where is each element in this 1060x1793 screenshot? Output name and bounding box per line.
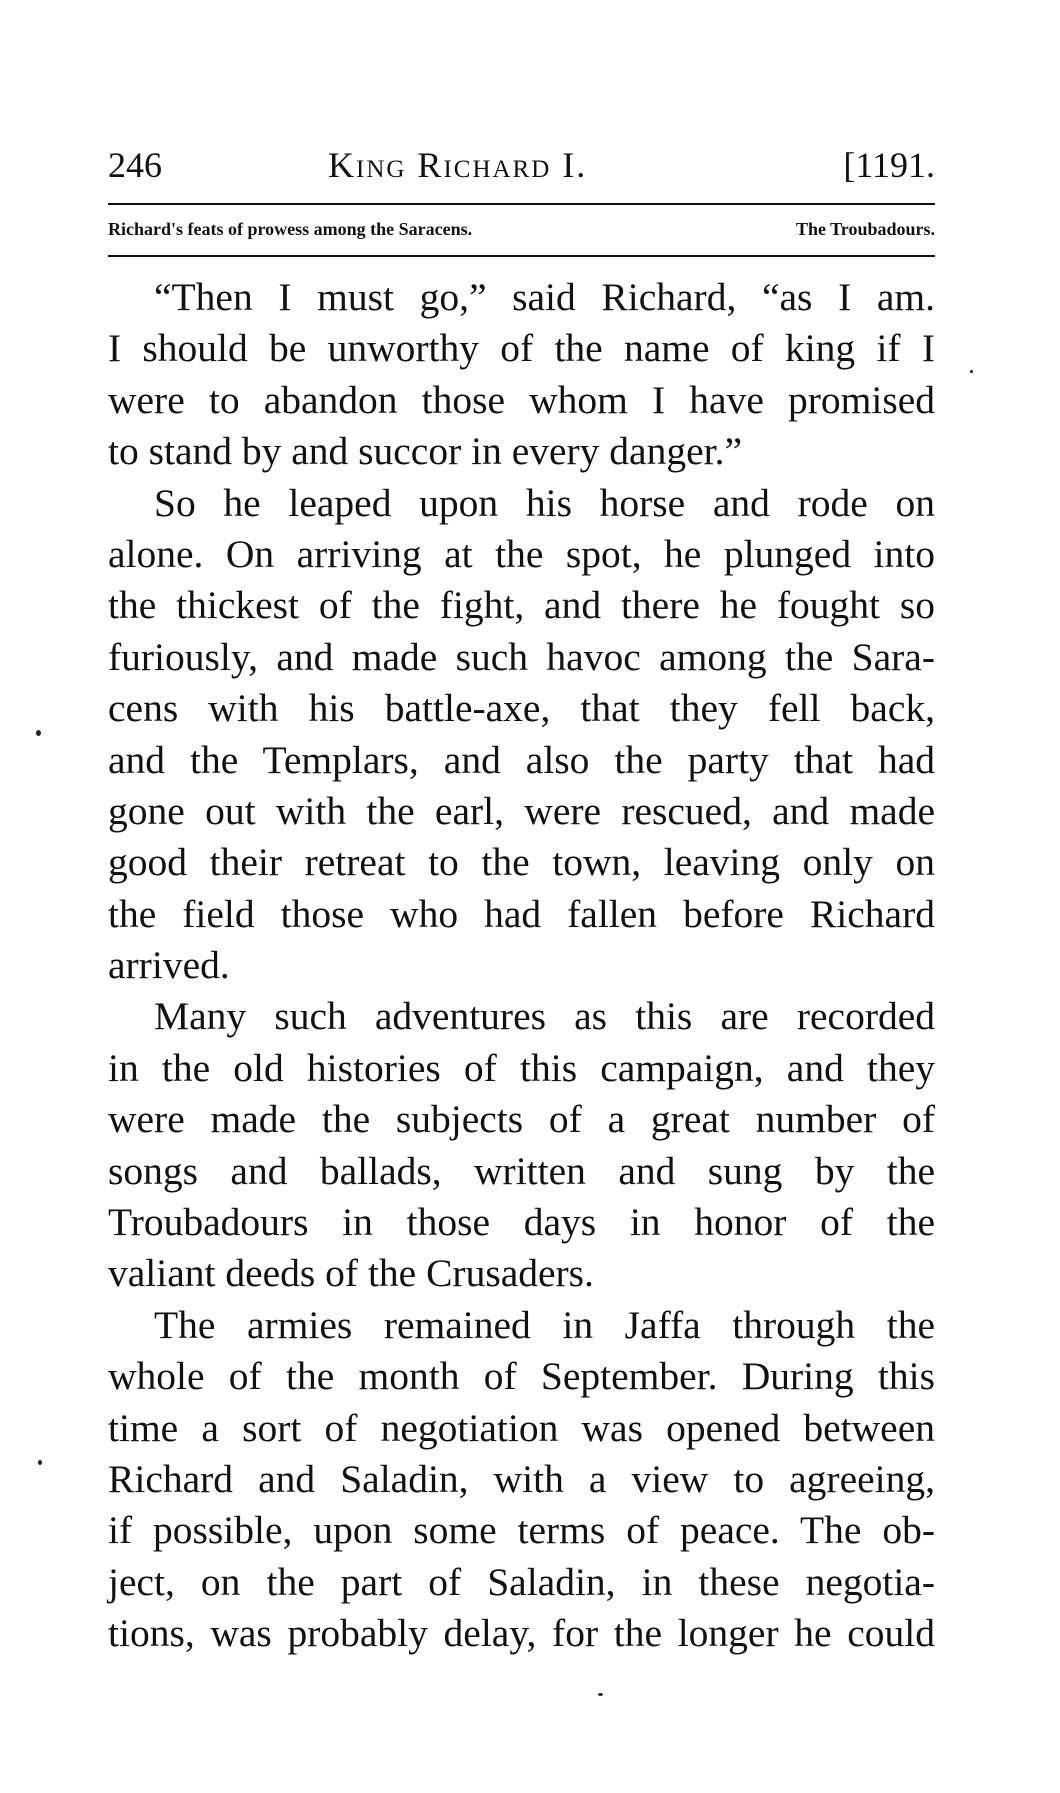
- text-line: to stand by and succor in every danger.”: [108, 429, 742, 474]
- subhead-left: Richard's feats of prowess among the Saracens.: [108, 219, 473, 239]
- text-line: tions, was probably delay, for the longer he could: [108, 1611, 935, 1656]
- text-line: good their retreat to the town, leaving only on: [108, 840, 935, 885]
- text-line: the thickest of the fight, and there he fought so: [108, 583, 935, 628]
- subheads: [108, 212, 935, 246]
- body-text: [108, 272, 935, 1660]
- text-line: and the Templars, and also the party that had: [108, 737, 935, 782]
- scan-speck: [38, 1460, 42, 1465]
- text-line: songs and ballads, written and sung by the: [108, 1148, 935, 1193]
- text-line: valiant deeds of the Crusaders.: [108, 1251, 594, 1296]
- text-line: Troubadours in those days in honor of the: [108, 1200, 935, 1245]
- scan-speck: [598, 1693, 603, 1696]
- text-line: were made the subjects of a great number of: [108, 1097, 935, 1142]
- header-rule-top: [108, 203, 935, 205]
- text-line: if possible, upon some terms of peace. The ob-: [108, 1508, 935, 1553]
- text-line: I should be unworthy of the name of king if I: [108, 326, 935, 371]
- text-line: cens with his battle-axe, that they fell back,: [108, 686, 935, 731]
- text-line: were to abandon those whom I have promised: [108, 377, 935, 422]
- running-year: [1191.: [843, 145, 935, 185]
- text-line: “Then I must go,” said Richard, “as I am.: [154, 275, 935, 319]
- text-line: ject, on the part of Saladin, in these negotia-: [108, 1559, 935, 1604]
- text-line: Richard and Saladin, with a view to agreeing,: [108, 1456, 935, 1501]
- text-line: gone out with the earl, were rescued, and made: [108, 788, 935, 833]
- running-head: [108, 140, 935, 190]
- text-line: The armies remained in Jaffa through the: [154, 1302, 935, 1347]
- page-number: 246: [108, 145, 162, 185]
- scan-speck: [970, 370, 973, 373]
- scan-speck: [36, 730, 41, 736]
- text-line: arrived.: [108, 943, 230, 988]
- text-line: alone. On arriving at the spot, he plunged into: [108, 531, 935, 576]
- subhead-right: The Troubadours.: [795, 219, 935, 239]
- text-line: So he leaped upon his horse and rode on: [154, 480, 935, 525]
- text-line: in the old histories of this campaign, and they: [108, 1045, 935, 1090]
- text-line: whole of the month of September. During this: [108, 1354, 935, 1399]
- header-rule-bottom: [108, 255, 935, 257]
- text-line: time a sort of negotiation was opened between: [108, 1405, 935, 1450]
- running-title: King Richard I.: [328, 145, 588, 185]
- text-line: furiously, and made such havoc among the Sara-: [108, 634, 935, 679]
- text-line: Many such adventures as this are recorded: [154, 994, 935, 1039]
- text-line: the field those who had fallen before Richard: [108, 891, 935, 936]
